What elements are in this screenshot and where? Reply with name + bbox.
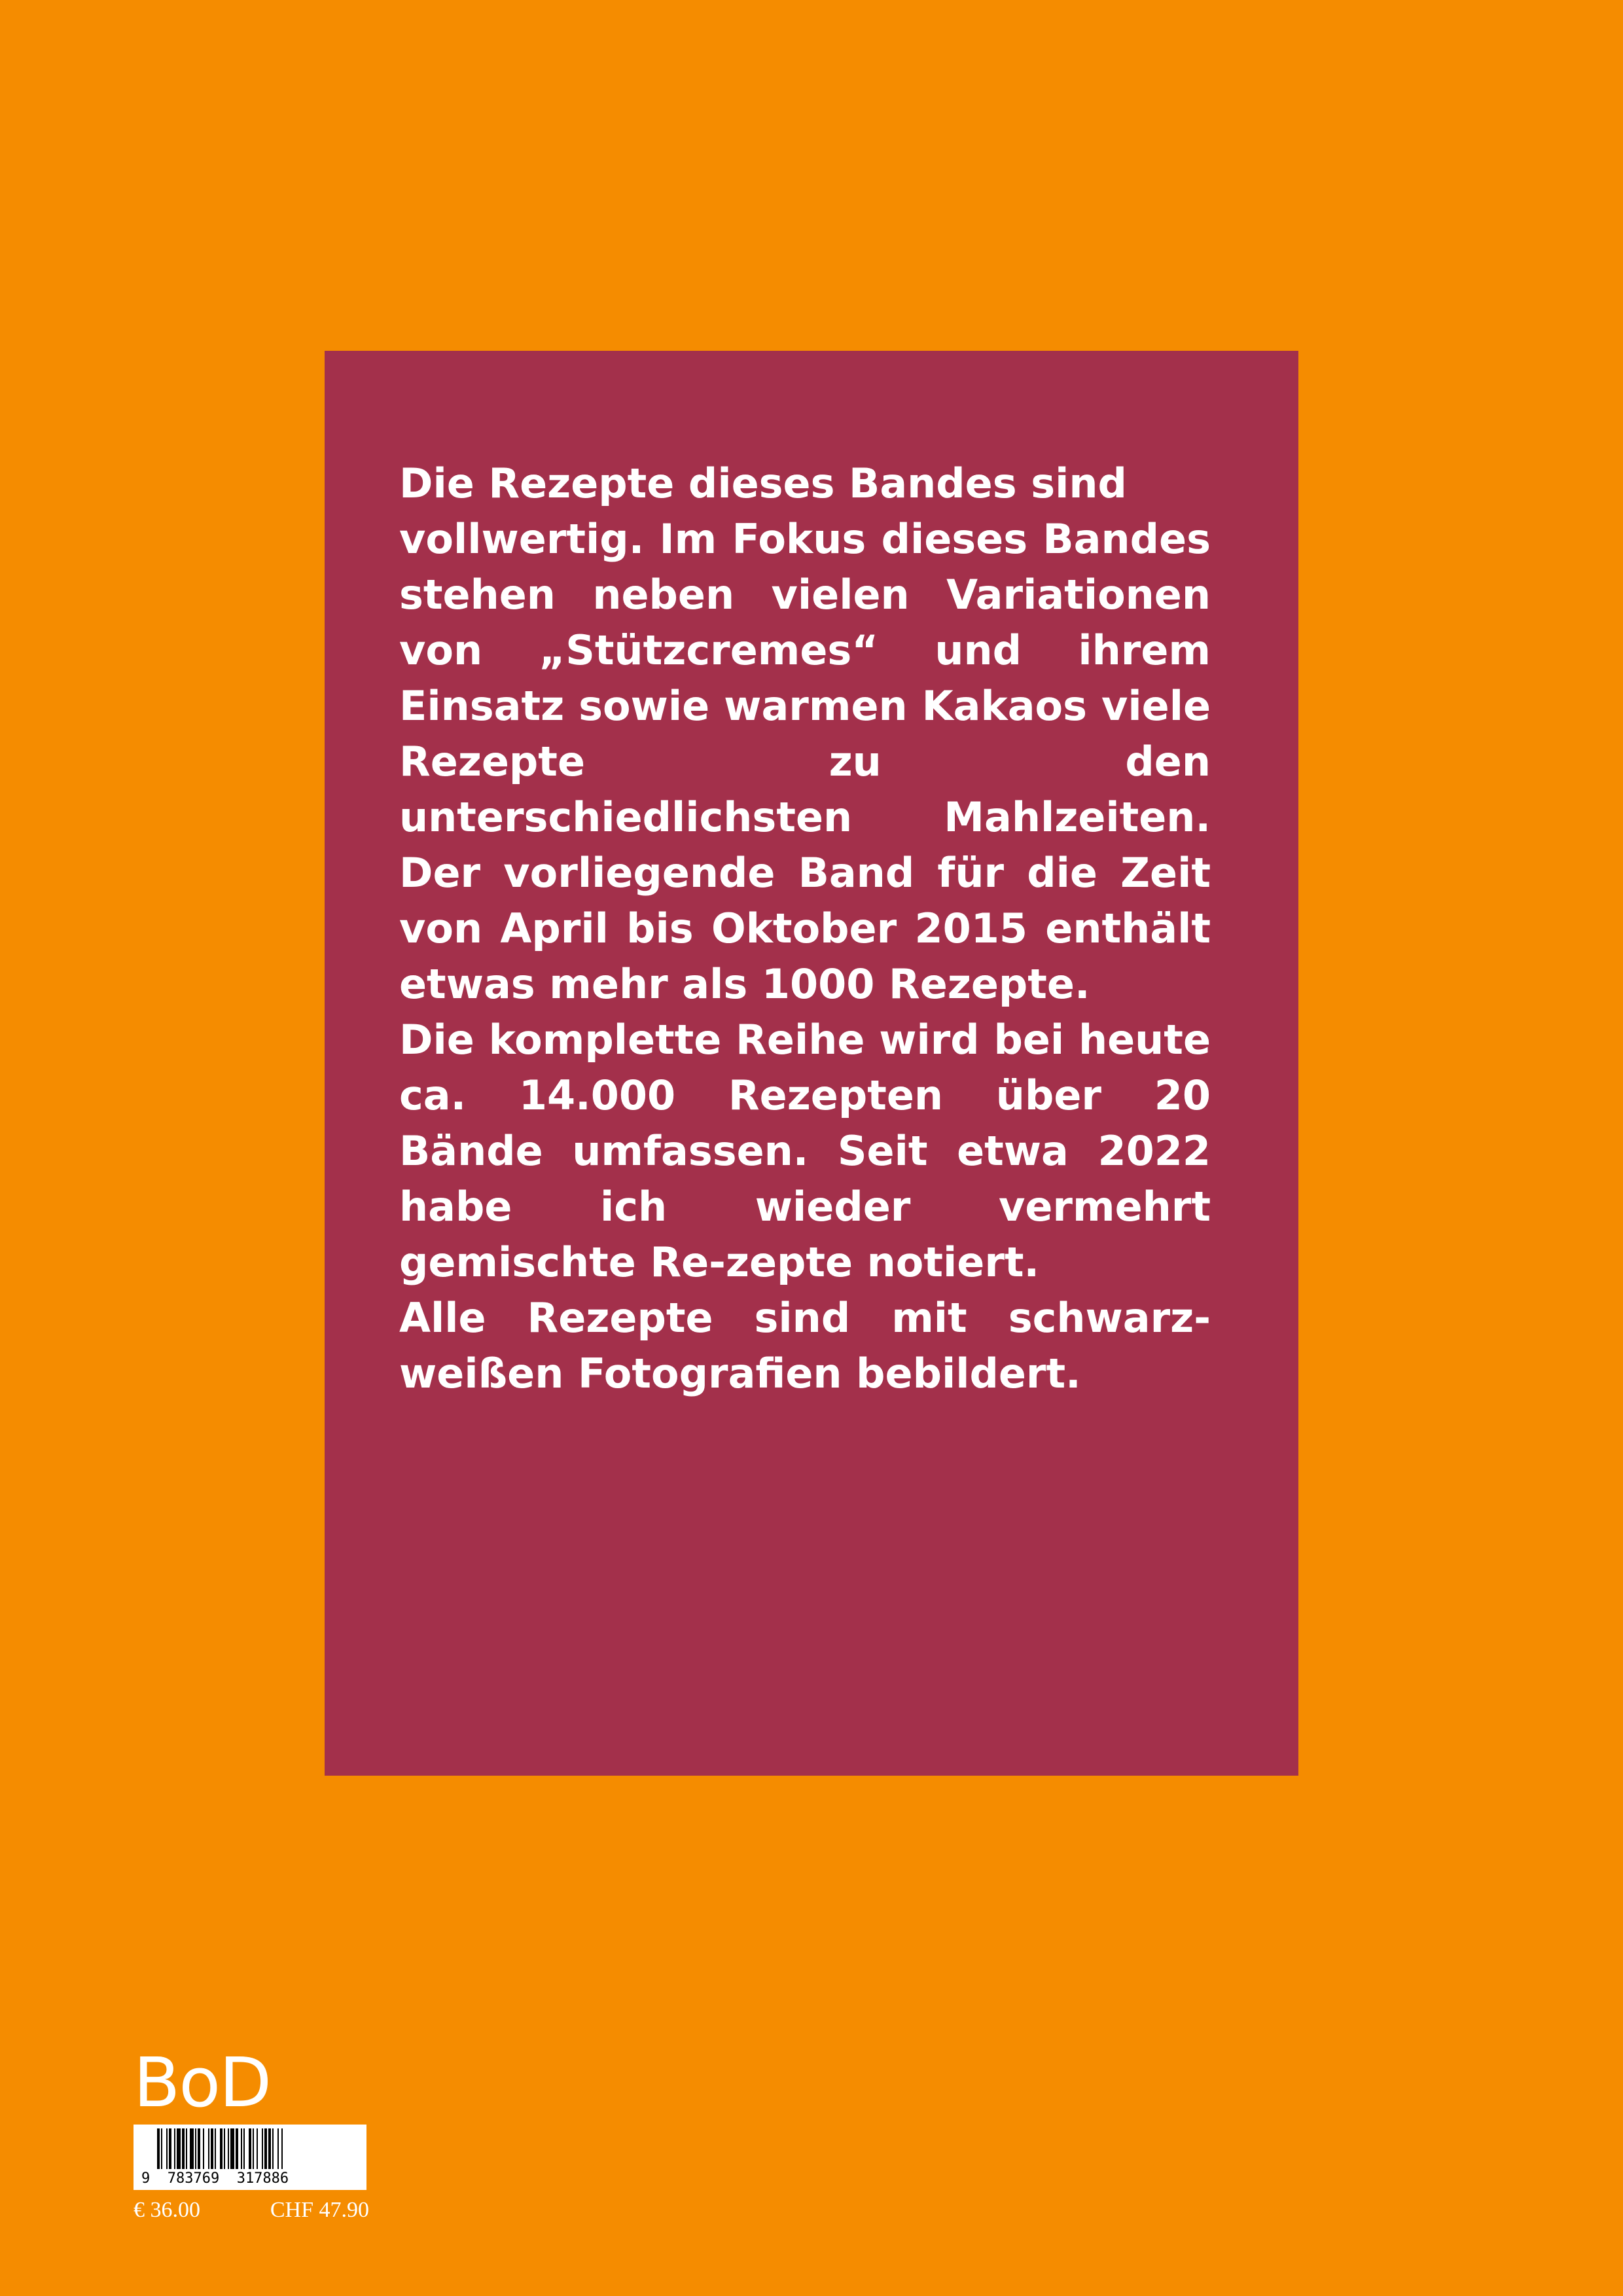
price-row	[134, 2198, 369, 2223]
blurb-paragraph-1: vollwertig. Im Fokus dieses Bandes stehen neben vielen Variationen von „Stützcremes“ und ihrem Einsatz sowie warmen Kakaos viele Rezepte zu den unterschiedlichsten Mahlzeiten. Der vorliegende Band für die Zeit von April bis Oktober 2015 enthält etwas mehr als 1000 Rezepte.	[399, 515, 1211, 1008]
barcode-bar	[249, 2128, 251, 2169]
barcode-bar	[208, 2128, 209, 2169]
publisher-imprint	[134, 2043, 369, 2223]
barcode-bar	[264, 2128, 267, 2169]
publisher-logo: BoD	[134, 2043, 271, 2123]
barcode-bar	[262, 2128, 263, 2169]
barcode-bar	[186, 2128, 187, 2169]
blurb-paragraph-2: Die komplette Reihe wird bei heute ca. 14.000 Rezepten über 20 Bände umfassen. Seit etwa 2022 habe ich wieder vermehrt gemischte Re-zepte notiert.	[399, 1016, 1211, 1286]
isbn-barcode	[134, 2125, 366, 2190]
barcode-bar	[211, 2128, 213, 2169]
barcode-bar	[182, 2128, 185, 2169]
barcode-bar	[215, 2128, 216, 2169]
price-eur: € 36.00	[134, 2198, 200, 2222]
barcode-bar	[272, 2128, 274, 2169]
barcode-bar	[203, 2128, 204, 2169]
barcode-bar	[241, 2128, 242, 2169]
back-cover-blurb	[399, 456, 1211, 1401]
barcode-bar	[230, 2128, 234, 2169]
isbn-digits: 9 783769 317886	[141, 2170, 289, 2187]
blurb-paragraph-3: Alle Rezepte sind mit schwarz-weißen Fotografien bebildert.	[399, 1294, 1211, 1397]
barcode-bar	[236, 2128, 238, 2169]
barcode-bar	[281, 2128, 283, 2169]
barcode-bar	[277, 2128, 279, 2169]
barcode-bar	[198, 2128, 200, 2169]
blurb-panel	[325, 351, 1298, 1776]
barcode-bar	[243, 2128, 245, 2169]
barcode-bar	[268, 2128, 271, 2169]
barcode-bar	[177, 2128, 181, 2169]
barcode-bar	[190, 2128, 194, 2169]
barcode-bar	[161, 2128, 162, 2169]
barcode-bar	[166, 2128, 168, 2169]
barcode-bar	[257, 2128, 258, 2169]
blurb-line-1: Die Rezepte dieses Bandes sind	[399, 459, 1127, 507]
barcode-bar	[253, 2128, 254, 2169]
barcode-bar	[220, 2128, 223, 2169]
barcode-bar	[195, 2128, 196, 2169]
barcode-bar	[174, 2128, 175, 2169]
barcode-bar	[224, 2128, 225, 2169]
price-chf: CHF 47.90	[270, 2198, 369, 2222]
barcode-bar	[228, 2128, 229, 2169]
barcode-bar	[169, 2128, 171, 2169]
barcode-bar	[157, 2128, 160, 2169]
